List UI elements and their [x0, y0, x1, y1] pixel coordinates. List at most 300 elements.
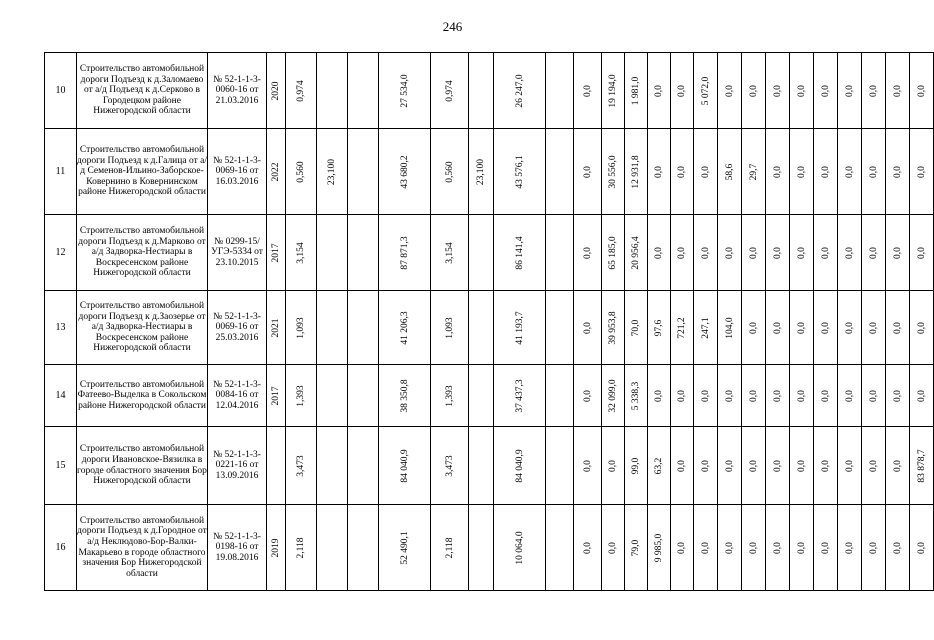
value-cell [766, 365, 790, 427]
value-cell [862, 291, 886, 365]
value-cell [742, 215, 766, 291]
cell-value: 0,0 [772, 246, 783, 259]
cell-value: 247,1 [700, 316, 711, 339]
value-cell [625, 53, 648, 129]
cell-value: 43 576,1 [514, 154, 525, 189]
value-cell [348, 427, 379, 505]
value-cell [574, 129, 602, 215]
value-cell [574, 215, 602, 291]
cell-value: 0,560 [444, 160, 455, 183]
cell-value: 65 185,0 [608, 235, 618, 270]
expertise-document: № 52-1-1-3-0069-16 от 16.03.2016 [208, 129, 267, 215]
value-cell [602, 215, 625, 291]
cell-value: 0,0 [724, 246, 735, 259]
value-cell [814, 365, 838, 427]
value-cell [431, 291, 469, 365]
cell-value: 0,0 [700, 165, 711, 178]
cell-value: 0,0 [772, 389, 783, 402]
value-cell [348, 505, 379, 591]
value-cell [602, 427, 625, 505]
cell-value: 0,0 [892, 246, 903, 259]
cell-value: 0,0 [796, 541, 807, 554]
cell-value: 0,0 [916, 389, 927, 402]
cell-value: 37 437,3 [514, 378, 525, 413]
cell-value: 0,0 [892, 165, 903, 178]
value-cell [379, 505, 431, 591]
cell-value: 0,0 [582, 459, 593, 472]
cell-value: 0,0 [677, 165, 687, 178]
cell-value: 39 953,8 [608, 310, 618, 345]
cell-value: 0,0 [844, 246, 855, 259]
expertise-document: № 52-1-1-3-0198-16 от 19.08.2016 [208, 505, 267, 591]
row-number: 15 [45, 427, 77, 505]
value-cell [766, 215, 790, 291]
cell-value: 0,0 [772, 541, 783, 554]
cell-value: 3,154 [296, 241, 306, 264]
cell-value: 2,118 [444, 536, 455, 559]
value-cell [494, 427, 546, 505]
cell-value: 0,0 [724, 389, 735, 402]
cell-value: 0,0 [844, 84, 855, 97]
value-cell [648, 291, 671, 365]
cell-value: 0,0 [844, 541, 855, 554]
value-cell [267, 215, 286, 291]
cell-value: 0,0 [844, 389, 855, 402]
value-cell [718, 427, 742, 505]
row-number: 10 [45, 53, 77, 129]
cell-value: 99,0 [631, 457, 641, 474]
value-cell [546, 129, 574, 215]
value-cell [267, 505, 286, 591]
cell-value: 0,0 [820, 389, 831, 402]
value-cell [602, 53, 625, 129]
cell-value: 83 878,7 [916, 448, 927, 483]
value-cell [348, 291, 379, 365]
value-cell [886, 365, 910, 427]
value-cell [469, 53, 494, 129]
row-number: 14 [45, 365, 77, 427]
cell-value: 0,0 [796, 389, 807, 402]
value-cell [694, 505, 718, 591]
value-cell [718, 505, 742, 591]
value-cell [317, 291, 348, 365]
value-cell [766, 53, 790, 129]
value-cell [431, 129, 469, 215]
value-cell [348, 365, 379, 427]
value-cell [790, 505, 814, 591]
value-cell [886, 427, 910, 505]
value-cell [718, 365, 742, 427]
value-cell [602, 365, 625, 427]
cell-value: 0,0 [796, 321, 807, 334]
cell-value: 1 981,0 [631, 76, 641, 105]
value-cell [862, 215, 886, 291]
value-cell [694, 215, 718, 291]
value-cell [814, 129, 838, 215]
value-cell [910, 129, 934, 215]
cell-value: 0,0 [677, 389, 687, 402]
cell-value: 3,154 [444, 241, 455, 264]
value-cell [267, 291, 286, 365]
value-cell [671, 129, 694, 215]
value-cell [625, 129, 648, 215]
value-cell [886, 505, 910, 591]
value-cell [790, 291, 814, 365]
value-cell [814, 427, 838, 505]
value-cell [742, 365, 766, 427]
value-cell [648, 505, 671, 591]
value-cell [742, 505, 766, 591]
value-cell [431, 365, 469, 427]
cell-value: 0,0 [916, 84, 927, 97]
value-cell [602, 291, 625, 365]
cell-value: 0,0 [748, 541, 759, 554]
value-cell [694, 365, 718, 427]
cell-value: 0,0 [724, 84, 735, 97]
cell-value: 0,0 [700, 246, 711, 259]
value-cell [379, 291, 431, 365]
cell-value: 0,0 [582, 246, 593, 259]
value-cell [838, 505, 862, 591]
table-row [45, 427, 934, 505]
cell-value: 0,0 [892, 541, 903, 554]
cell-value: 2,118 [296, 536, 306, 559]
value-cell [694, 53, 718, 129]
value-cell [469, 427, 494, 505]
cell-value: 0,0 [654, 84, 664, 97]
value-cell [431, 427, 469, 505]
value-cell [625, 291, 648, 365]
value-cell [469, 291, 494, 365]
value-cell [286, 215, 317, 291]
value-cell [625, 215, 648, 291]
cell-value: 87 871,3 [399, 235, 410, 270]
cell-value: 41 193,7 [514, 310, 525, 345]
value-cell [648, 53, 671, 129]
row-number: 11 [45, 129, 77, 215]
cell-value: 2020 [271, 81, 281, 100]
value-cell [317, 365, 348, 427]
cell-value: 0,0 [796, 84, 807, 97]
value-cell [671, 427, 694, 505]
value-cell [910, 215, 934, 291]
value-cell [886, 215, 910, 291]
cell-value: 23,100 [327, 158, 337, 185]
cell-value: 0,974 [296, 79, 306, 102]
cell-value: 0,0 [916, 246, 927, 259]
cell-value: 0,0 [772, 321, 783, 334]
value-cell [574, 53, 602, 129]
value-cell [546, 215, 574, 291]
cell-value: 0,0 [748, 246, 759, 259]
cell-value: 63,2 [654, 457, 664, 474]
cell-value: 0,0 [654, 246, 664, 259]
value-cell [469, 129, 494, 215]
cell-value: 0,0 [772, 165, 783, 178]
value-cell [431, 215, 469, 291]
value-cell [648, 427, 671, 505]
cell-value: 2021 [271, 318, 281, 337]
value-cell [317, 505, 348, 591]
table-row [45, 365, 934, 427]
cell-value: 70,0 [631, 319, 641, 336]
object-name: Строительство автомобильной Фатеево-Выделка в Сокольском районе Нижегородской области [77, 365, 208, 427]
cell-value: 0,0 [916, 165, 927, 178]
value-cell [790, 365, 814, 427]
table-row [45, 505, 934, 591]
data-table [44, 52, 934, 591]
value-cell [625, 505, 648, 591]
cell-value: 721,2 [677, 316, 687, 339]
cell-value: 0,0 [796, 246, 807, 259]
value-cell [790, 427, 814, 505]
cell-value: 0,0 [677, 246, 687, 259]
value-cell [910, 427, 934, 505]
cell-value: 43 680,2 [399, 154, 410, 189]
value-cell [267, 53, 286, 129]
cell-value: 0,0 [820, 84, 831, 97]
value-cell [379, 53, 431, 129]
value-cell [862, 427, 886, 505]
cell-value: 3,473 [444, 454, 455, 477]
cell-value: 0,0 [868, 321, 879, 334]
object-name: Строительство автомобильной дороги Подъезд к д.Заломаево от а/д Подъезд к д.Серково в Городецком районе Нижегородской области [77, 53, 208, 129]
value-cell [379, 129, 431, 215]
value-cell [838, 129, 862, 215]
cell-value: 41 206,3 [399, 310, 410, 345]
cell-value: 104,0 [724, 316, 735, 339]
cell-value: 0,0 [724, 541, 735, 554]
value-cell [790, 129, 814, 215]
value-cell [862, 129, 886, 215]
value-cell [574, 365, 602, 427]
cell-value: 0,0 [868, 459, 879, 472]
cell-value: 84 040,9 [399, 448, 410, 483]
value-cell [742, 291, 766, 365]
value-cell [317, 215, 348, 291]
value-cell [790, 215, 814, 291]
cell-value: 0,0 [748, 321, 759, 334]
cell-value: 30 556,0 [608, 154, 618, 189]
value-cell [718, 53, 742, 129]
cell-value: 0,0 [892, 389, 903, 402]
cell-value: 0,0 [582, 389, 593, 402]
object-name: Строительство автомобильной дороги Ивановское-Вязилка в городе областного значения Бор Нижегородской области [77, 427, 208, 505]
row-number: 13 [45, 291, 77, 365]
value-cell [910, 365, 934, 427]
value-cell [317, 53, 348, 129]
value-cell [694, 129, 718, 215]
value-cell [317, 129, 348, 215]
value-cell [671, 53, 694, 129]
value-cell [286, 427, 317, 505]
object-name: Строительство автомобильной дороги Подъезд к д.Городное от а/д Неклюдово-Бор-Валки-Макарьево в городе областного значения Бор Нижегородской области [77, 505, 208, 591]
value-cell [317, 427, 348, 505]
cell-value: 0,0 [820, 321, 831, 334]
value-cell [694, 291, 718, 365]
value-cell [910, 505, 934, 591]
cell-value: 0,560 [296, 160, 306, 183]
value-cell [494, 215, 546, 291]
expertise-document: № 52-1-1-3-0060-16 от 21.03.2016 [208, 53, 267, 129]
value-cell [648, 129, 671, 215]
value-cell [718, 291, 742, 365]
page-number: 246 [442, 19, 463, 34]
cell-value: 0,0 [868, 246, 879, 259]
value-cell [494, 365, 546, 427]
cell-value: 2022 [271, 162, 281, 181]
expertise-document: № 0299-15/УГЭ-5334 от 23.10.2015 [208, 215, 267, 291]
value-cell [648, 215, 671, 291]
table-row [45, 215, 934, 291]
cell-value: 1,093 [296, 316, 306, 339]
cell-value: 52 490,1 [399, 530, 410, 565]
value-cell [694, 427, 718, 505]
cell-value: 23,100 [476, 158, 486, 185]
cell-value: 0,0 [654, 389, 664, 402]
cell-value: 2017 [271, 386, 281, 405]
cell-value: 0,0 [868, 389, 879, 402]
value-cell [838, 215, 862, 291]
cell-value: 0,0 [608, 541, 618, 554]
row-number: 12 [45, 215, 77, 291]
cell-value: 0,0 [582, 321, 593, 334]
cell-value: 0,0 [748, 459, 759, 472]
cell-value: 0,0 [868, 84, 879, 97]
cell-value: 29,7 [748, 163, 759, 180]
cell-value: 79,0 [631, 539, 641, 556]
value-cell [469, 215, 494, 291]
value-cell [814, 291, 838, 365]
cell-value: 38 350,8 [399, 378, 410, 413]
value-cell [286, 505, 317, 591]
value-cell [910, 291, 934, 365]
cell-value: 19 194,0 [608, 73, 618, 108]
value-cell [648, 365, 671, 427]
value-cell [625, 427, 648, 505]
cell-value: 0,0 [700, 459, 711, 472]
cell-value: 97,6 [654, 319, 664, 336]
cell-value: 0,0 [844, 321, 855, 334]
value-cell [766, 505, 790, 591]
cell-value: 0,0 [820, 541, 831, 554]
cell-value: 1,093 [444, 316, 455, 339]
value-cell [574, 427, 602, 505]
value-cell [838, 427, 862, 505]
value-cell [469, 505, 494, 591]
object-name: Строительство автомобильной дороги Подъезд к д.Марково от а/д Задворка-Нестиары в Воскресенском районе Нижегородской области [77, 215, 208, 291]
value-cell [348, 53, 379, 129]
cell-value: 0,0 [700, 389, 711, 402]
value-cell [718, 215, 742, 291]
value-cell [766, 291, 790, 365]
value-cell [886, 129, 910, 215]
cell-value: 26 247,0 [514, 73, 525, 108]
table-row [45, 291, 934, 365]
expertise-document: № 52-1-1-3-0069-16 от 25.03.2016 [208, 291, 267, 365]
value-cell [625, 365, 648, 427]
cell-value: 84 040,9 [514, 448, 525, 483]
value-cell [814, 505, 838, 591]
value-cell [862, 365, 886, 427]
value-cell [348, 129, 379, 215]
value-cell [602, 505, 625, 591]
value-cell [574, 505, 602, 591]
cell-value: 0,0 [820, 459, 831, 472]
value-cell [671, 215, 694, 291]
value-cell [602, 129, 625, 215]
cell-value: 0,0 [796, 165, 807, 178]
value-cell [348, 215, 379, 291]
value-cell [886, 291, 910, 365]
cell-value: 0,0 [677, 84, 687, 97]
value-cell [546, 365, 574, 427]
value-cell [862, 505, 886, 591]
cell-value: 0,0 [724, 459, 735, 472]
cell-value: 0,0 [677, 541, 687, 554]
value-cell [742, 53, 766, 129]
value-cell [910, 53, 934, 129]
value-cell [379, 365, 431, 427]
cell-value: 0,0 [608, 459, 618, 472]
cell-value: 27 534,0 [399, 73, 410, 108]
cell-value: 2019 [271, 538, 281, 557]
value-cell [494, 53, 546, 129]
cell-value: 20 956,4 [631, 235, 641, 270]
cell-value: 12 931,8 [631, 154, 641, 189]
cell-value: 0,0 [796, 459, 807, 472]
value-cell [494, 129, 546, 215]
cell-value: 0,0 [892, 459, 903, 472]
value-cell [469, 365, 494, 427]
value-cell [671, 365, 694, 427]
value-cell [286, 53, 317, 129]
value-cell [790, 53, 814, 129]
cell-value: 2017 [271, 243, 281, 262]
value-cell [742, 129, 766, 215]
value-cell [814, 53, 838, 129]
cell-value: 0,0 [582, 84, 593, 97]
value-cell [574, 291, 602, 365]
value-cell [718, 129, 742, 215]
cell-value: 0,0 [654, 165, 664, 178]
object-name: Строительство автомобильной дороги Подъезд к д.Галица от а/д Семенов-Ильино-Заборское-Ковернино в Ковернинском районе Нижегородской области [77, 129, 208, 215]
value-cell [431, 505, 469, 591]
cell-value: 0,0 [916, 541, 927, 554]
expertise-document: № 52-1-1-3-0084-16 от 12.04.2016 [208, 365, 267, 427]
value-cell [862, 53, 886, 129]
cell-value: 0,0 [772, 459, 783, 472]
cell-value: 0,0 [868, 541, 879, 554]
table-row [45, 129, 934, 215]
value-cell [267, 129, 286, 215]
value-cell [286, 129, 317, 215]
cell-value: 86 141,4 [514, 235, 525, 270]
cell-value: 0,0 [820, 165, 831, 178]
value-cell [431, 53, 469, 129]
cell-value: 0,0 [820, 246, 831, 259]
cell-value: 0,974 [444, 79, 455, 102]
cell-value: 0,0 [892, 84, 903, 97]
cell-value: 0,0 [916, 321, 927, 334]
value-cell [494, 291, 546, 365]
cell-value: 0,0 [844, 165, 855, 178]
cell-value: 58,6 [724, 163, 735, 180]
value-cell [671, 291, 694, 365]
expertise-document: № 52-1-1-3-0221-16 от 13.09.2016 [208, 427, 267, 505]
value-cell [814, 215, 838, 291]
row-number: 16 [45, 505, 77, 591]
